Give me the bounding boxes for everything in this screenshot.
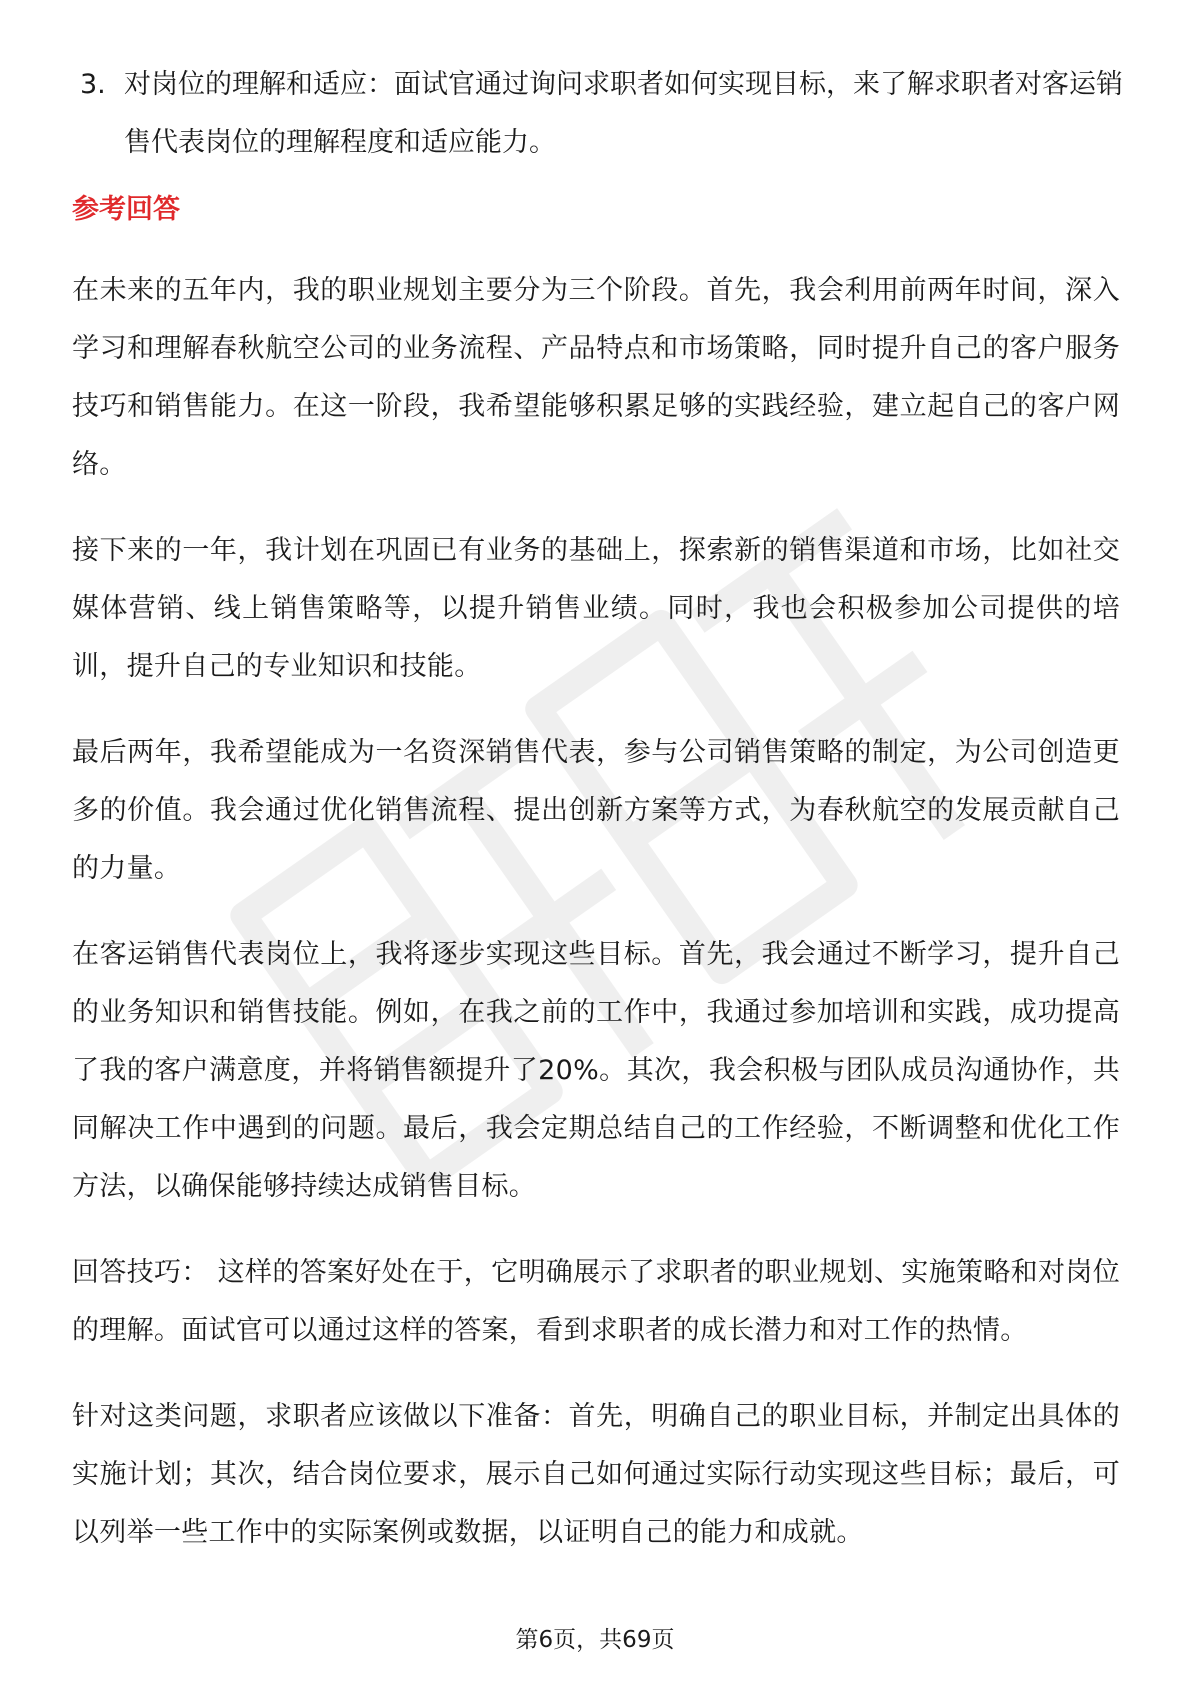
- paragraph-3: 最后两年，我希望能成为一名资深销售代表，参与公司销售策略的制定，为公司创造更多的价值。我会通过优化销售流程、提出创新方案等方式，为春秋航空的发展贡献自己的力量。: [72, 737, 1120, 884]
- paragraph-6: 针对这类问题，求职者应该做以下准备：首先，明确自己的职业目标，并制定出具体的实施计划；其次，结合岗位要求，展示自己如何通过实际行动实现这些目标；最后，可以列举一些工作中的实际案例或数据，以证明自己的能力和成就。: [72, 1401, 1120, 1548]
- page-footer: 第6页，共69页: [515, 1627, 675, 1653]
- answer-content: [72, 262, 1120, 1590]
- list-item-3: [80, 56, 1130, 172]
- paragraph-5: 回答技巧： 这样的答案好处在于，它明确展示了求职者的职业规划、实施策略和对岗位的理解。面试官可以通过这样的答案，看到求职者的成长潜力和对工作的热情。: [72, 1257, 1120, 1346]
- list-item-text: 对岗位的理解和适应：面试官通过询问求职者如何实现目标，来了解求职者对客运销售代表岗位的理解程度和适应能力。: [124, 69, 1123, 158]
- paragraph-1: 在未来的五年内，我的职业规划主要分为三个阶段。首先，我会利用前两年时间，深入学习和理解春秋航空公司的业务流程、产品特点和市场策略，同时提升自己的客户服务技巧和销售能力。在这一阶段，我希望能够积累足够的实践经验，建立起自己的客户网络。: [72, 275, 1120, 480]
- paragraph-4: 在客运销售代表岗位上，我将逐步实现这些目标。首先，我会通过不断学习，提升自己的业务知识和销售技能。例如，在我之前的工作中，我通过参加培训和实践，成功提高了我的客户满意度，并将销售额提升了20%。其次，我会积极与团队成员沟通协作，共同解决工作中遇到的问题。最后，我会定期总结自己的工作经验，不断调整和优化工作方法，以确保能够持续达成销售目标。: [72, 939, 1120, 1202]
- list-number: 3.: [80, 69, 106, 100]
- section-heading: 参考回答: [72, 194, 180, 225]
- paragraph-2: 接下来的一年，我计划在巩固已有业务的基础上，探索新的销售渠道和市场，比如社交媒体营销、线上销售策略等，以提升销售业绩。同时，我也会积极参加公司提供的培训，提升自己的专业知识和技能。: [72, 535, 1120, 682]
